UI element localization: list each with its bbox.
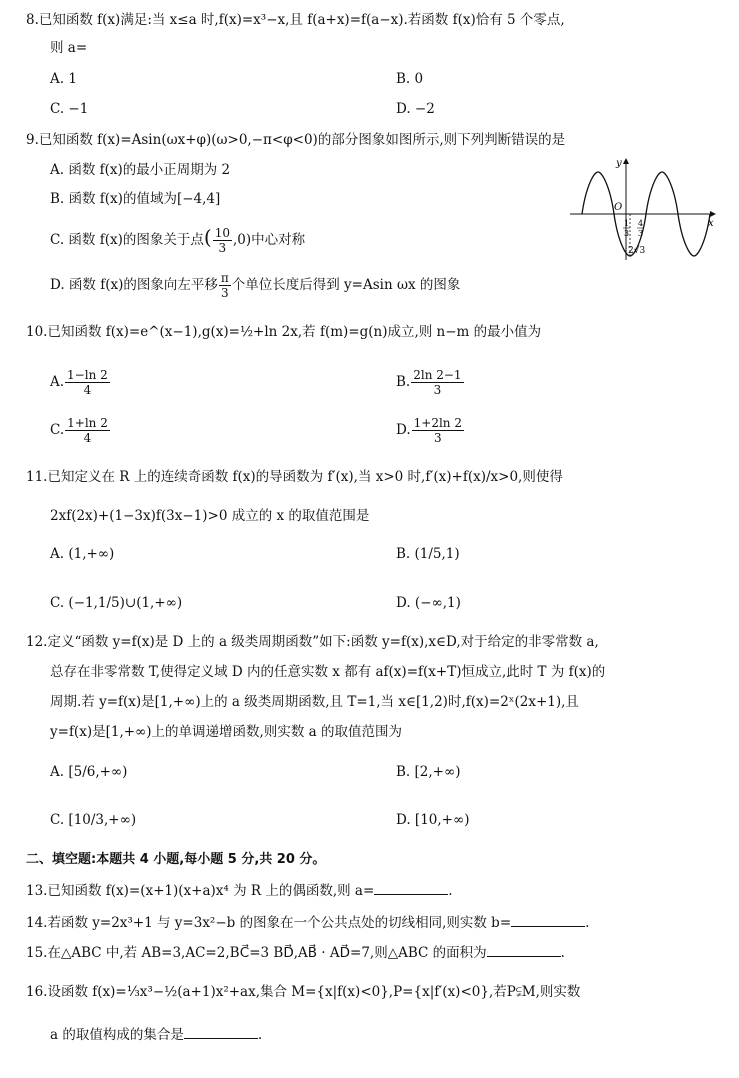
q12-line4: y=f(x)是[1,+∞)上的单调递增函数,则实数 a 的取值范围为 <box>50 724 402 740</box>
q10-a-fraction <box>65 368 110 397</box>
q10-b-fraction <box>411 368 463 397</box>
fraction-denominator: 3 <box>433 383 442 397</box>
q12-line1: 12.定义“函数 y=f(x)是 D 上的 a 级类周期函数”如下:函数 y=f(x),x∈D,对于给定的非零常数 a, <box>26 634 599 650</box>
q9-option-d-pre: D. 函数 f(x)的图象向左平移 <box>50 277 218 293</box>
y-axis-label: y <box>616 158 622 169</box>
q16-answer-blank[interactable] <box>184 1024 258 1039</box>
q12-option-a: A. [5/6,+∞) <box>50 764 128 780</box>
q14 <box>26 912 589 933</box>
q9-option-d <box>50 268 460 302</box>
q8-option-a: A. 1 <box>50 71 77 87</box>
q16-text: a 的取值构成的集合是 <box>50 1027 184 1043</box>
q16-line2 <box>50 1024 262 1045</box>
q13-answer-blank[interactable] <box>374 880 448 895</box>
q10-option-a <box>50 366 111 398</box>
q16-line1: 16.设函数 f(x)=⅓x³−½(a+1)x²+ax,集合 M={x|f(x)<0},P={x|f′(x)<0},若P⫋M,则实数 <box>26 984 581 1000</box>
min-value-label: 2√3 <box>628 246 646 256</box>
q11-line1: 11.已知定义在 R 上的连续奇函数 f(x)的导函数为 f′(x),当 x>0 时,f′(x)+f(x)/x>0,则使得 <box>26 469 563 485</box>
q10-c-fraction <box>65 416 110 445</box>
fraction-numerator: 1+2ln 2 <box>413 416 462 430</box>
q9-option-d-post: 个单位长度后得到 y=Asin ωx 的图象 <box>231 277 461 293</box>
q11-option-a: A. (1,+∞) <box>50 546 115 562</box>
tick-1-3-num: 1 <box>624 219 630 228</box>
q10-option-b <box>396 366 465 398</box>
option-label: D. <box>396 422 411 438</box>
q14-answer-blank[interactable] <box>511 912 585 927</box>
q12-option-c: C. [10/3,+∞) <box>50 812 137 828</box>
q9-stem: 9.已知函数 f(x)=Asin(ωx+φ)(ω>0,−π<φ<0)的部分图象如图所示,则下列判断错误的是 <box>26 132 566 148</box>
q8-line2: 则 a= <box>50 40 88 56</box>
q12-option-b: B. [2,+∞) <box>396 764 461 780</box>
fraction-numerator: π <box>220 271 229 285</box>
q9-option-d-fraction <box>219 271 231 300</box>
fraction-numerator: 10 <box>214 226 230 240</box>
q12-option-d: D. [10,+∞) <box>396 812 470 828</box>
q8-option-d: D. −2 <box>396 101 435 117</box>
q15-text: 15.在△ABC 中,若 AB=3,AC=2,BC⃗=3 BD⃗,AB⃗ · AD⃗=7,则△ABC 的面积为 <box>26 945 487 961</box>
option-label: A. <box>50 374 65 390</box>
fraction-numerator: 2ln 2−1 <box>413 368 462 382</box>
q9-option-b: B. 函数 f(x)的值域为[−4,4] <box>50 191 221 207</box>
q14-end: . <box>585 915 590 931</box>
q12-line3: 周期.若 y=f(x)是[1,+∞)上的 a 级类周期函数,且 T=1,当 x∈[1,2)时,f(x)=2ˣ(2x+1),且 <box>50 694 579 710</box>
q9-option-c-fraction <box>213 226 232 255</box>
q13 <box>26 880 453 901</box>
tick-1-3-den: 3 <box>624 229 630 238</box>
q13-end: . <box>448 883 453 899</box>
fraction-denominator: 4 <box>83 383 92 397</box>
q15-answer-blank[interactable] <box>487 942 561 957</box>
q9-option-c: C. 函数 f(x)的图象关于点( $\frac{10}{3}$ ,0)中心对称 <box>50 225 306 255</box>
q8-option-b: B. 0 <box>396 71 424 87</box>
q13-text: 13.已知函数 f(x)=(x+1)(x+a)x⁴ 为 R 上的偶函数,则 a= <box>26 883 375 899</box>
q8-line1: 8.已知函数 f(x)满足:当 x≤a 时,f(x)=x³−x,且 f(a+x)=f(a−x).若函数 f(x)恰有 5 个零点, <box>26 12 565 28</box>
q15-end: . <box>560 945 565 961</box>
q9-sine-graph <box>568 156 716 262</box>
q10-stem: 10.已知函数 f(x)=e^(x−1),g(x)=½+ln 2x,若 f(m)=g(n)成立,则 n−m 的最小值为 <box>26 324 542 340</box>
q9-option-c-pre: C. 函数 f(x)的图象关于点 <box>50 232 204 248</box>
origin-label: O <box>614 202 623 213</box>
option-label: B. <box>396 374 411 390</box>
q12-line2: 总存在非零常数 T,使得定义域 D 内的任意实数 x 都有 af(x)=f(x+T)恒成立,此时 T 为 f(x)的 <box>50 664 606 680</box>
q10-d-fraction <box>412 416 464 445</box>
q11-option-c: C. (−1,1/5)∪(1,+∞) <box>50 595 183 611</box>
fraction-denominator: 3 <box>221 286 229 300</box>
section-fill-in-heading: 二、填空题:本题共 4 小题,每小题 5 分,共 20 分。 <box>26 852 326 867</box>
fraction-numerator: 1−ln 2 <box>67 368 108 382</box>
q10-option-c <box>50 414 111 446</box>
fraction-denominator: 4 <box>83 431 92 445</box>
q9-option-a: A. 函数 f(x)的最小正周期为 2 <box>50 162 231 178</box>
q9-option-c-post: ,0)中心对称 <box>232 232 306 248</box>
option-label: C. <box>50 422 65 438</box>
x-axis-label: x <box>708 218 714 229</box>
fraction-denominator: 3 <box>433 431 442 445</box>
fraction-numerator: 1+ln 2 <box>67 416 108 430</box>
q10-option-d <box>396 414 465 446</box>
y-axis-arrow-icon <box>623 158 629 164</box>
tick-4-3-num: 4 <box>638 219 644 228</box>
q15 <box>26 942 565 963</box>
q11-option-d: D. (−∞,1) <box>396 595 461 611</box>
q11-line2: 2xf(2x)+(1−3x)f(3x−1)>0 成立的 x 的取值范围是 <box>50 508 370 524</box>
x-axis-arrow-icon <box>710 211 716 217</box>
q16-end: . <box>257 1027 263 1043</box>
fraction-denominator: 3 <box>218 241 227 255</box>
q8-option-c: C. −1 <box>50 101 89 117</box>
q11-option-b: B. (1/5,1) <box>396 546 460 562</box>
q14-text: 14.若函数 y=2x³+1 与 y=3x²−b 的图象在一个公共点处的切线相同,则实数 b= <box>26 915 512 931</box>
tick-4-3-den: 3 <box>638 229 644 238</box>
